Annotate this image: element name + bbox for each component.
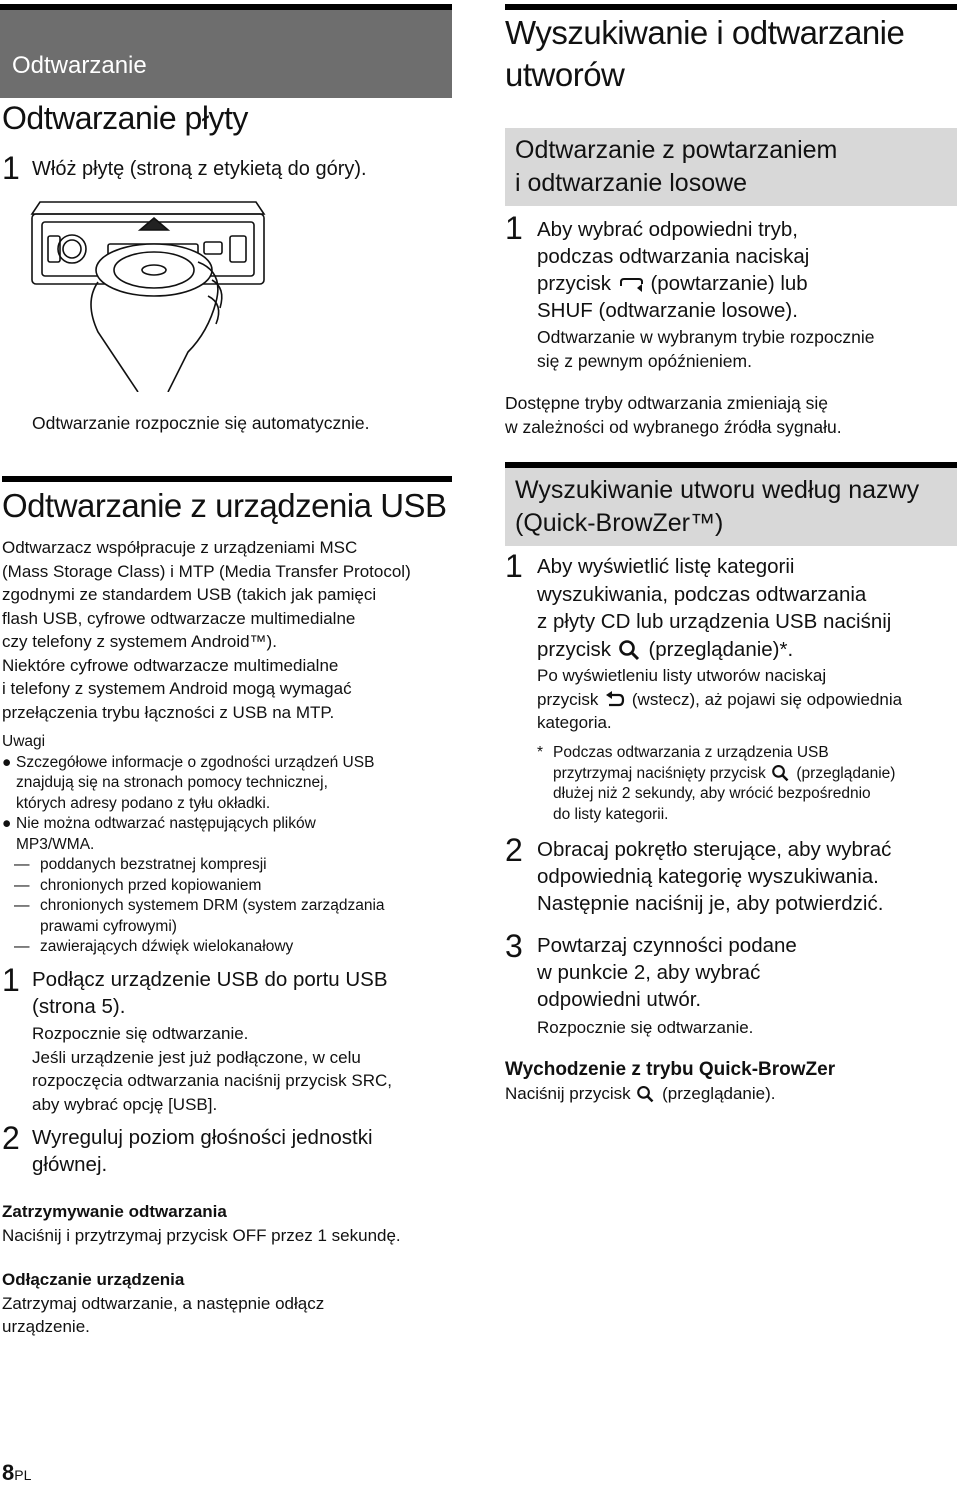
text-line: zgodnymi ze standardem USB (takich jak pamięci (2, 585, 377, 604)
text-line: poddanych bezstratnej kompresji (40, 856, 267, 873)
step-number: 1 (2, 962, 20, 998)
text-fragment: (przeglądanie)*. (648, 637, 794, 661)
repeat-step1 (537, 216, 957, 324)
notes-block (2, 732, 452, 958)
search-icon (770, 764, 792, 782)
qb-step2 (537, 836, 957, 917)
text-line: Rozpocznie się odtwarzanie. (32, 1024, 249, 1043)
dash-icon: — (14, 938, 30, 955)
heading-line: Odtwarzanie z powtarzaniem (515, 136, 838, 164)
text-line: urządzenie. (2, 1317, 90, 1336)
text-line: się z pewnym opóźnieniem. (537, 350, 752, 371)
heading-line: Wyszukiwanie i odtwarzanie (505, 14, 905, 51)
text-fragment: przycisk (537, 637, 612, 661)
text-line: odpowiedni utwór. (537, 988, 702, 1011)
usb-step1-desc (32, 1022, 452, 1116)
heading-line: utworów (505, 56, 625, 93)
text-line: w punkcie 2, aby wybrać (537, 961, 761, 984)
section-rule (505, 4, 957, 10)
exit-block (505, 1058, 957, 1105)
usb-step1 (32, 966, 452, 1020)
usb-step2 (32, 1124, 452, 1178)
text-line: podczas odtwarzania naciskaj (537, 245, 810, 268)
text-line: w zależności od wybranego źródła sygnału. (505, 416, 842, 437)
dash-icon: — (14, 876, 30, 894)
search-heading (505, 12, 957, 96)
text-line: zawierających dźwięk wielokanałowy (40, 938, 294, 955)
text-line (537, 688, 960, 712)
text-line: MP3/WMA. (16, 835, 95, 853)
qb-footnote (537, 743, 960, 825)
dash-icon: — (14, 897, 30, 914)
text-line: czy telefony z systemem Android™). (2, 632, 277, 651)
step-number: 1 (505, 210, 523, 246)
step-number: 2 (505, 832, 523, 868)
text-line: Aby wyświetlić listę kategorii (537, 555, 795, 578)
text-fragment: (powtarzanie) lub (650, 272, 808, 295)
repeat-shuffle-header (505, 128, 957, 206)
text-line: odpowiednią kategorię wyszukiwania. (537, 865, 879, 888)
text-fragment: Naciśnij przycisk (505, 1083, 631, 1103)
subsection-title: Wychodzenie z trybu Quick-BrowZer (505, 1059, 836, 1080)
text-line: flash USB, cyfrowe odtwarzacze multimedialne (2, 608, 356, 628)
text-line: Naciśnij i przytrzymaj przycisk OFF przez 1 sekundę. (2, 1225, 401, 1245)
step-number: 1 (505, 548, 523, 584)
text-line: Niektóre cyfrowe odtwarzacze multimedialne (2, 655, 339, 675)
text-line: (Mass Storage Class) i MTP (Media Transfer Protocol) (2, 561, 411, 581)
auto-play-note: Odtwarzanie rozpocznie się automatycznie. (32, 413, 370, 433)
bullet-icon: ● (2, 753, 12, 771)
footnote-mark: * (537, 744, 544, 761)
text-line: Po wyświetleniu listy utworów naciskaj (537, 666, 827, 685)
section-rule (2, 476, 452, 482)
subsection-title: Odłączanie urządzenia (2, 1270, 185, 1289)
text-line: SHUF (odtwarzanie losowe). (537, 299, 798, 322)
note-item (2, 814, 452, 855)
text-fragment: przycisk (537, 689, 599, 709)
text-fragment: przycisk (537, 272, 612, 295)
text-fragment: (wstecz), aż pojawi się odpowiednia (631, 689, 903, 709)
step-number: 1 (2, 150, 20, 186)
text-fragment: przytrzymaj naciśnięty przycisk (553, 764, 766, 782)
text-line: Odtwarzanie w wybranym trybie rozpocznie (537, 327, 875, 347)
qb-step1 (537, 553, 957, 663)
text-fragment: (przeglądanie). (662, 1083, 776, 1103)
heading-line: i odtwarzanie losowe (515, 169, 748, 197)
text-line: Następnie naciśnij je, aby potwierdzić. (537, 892, 884, 915)
subsection-title: Zatrzymywanie odtwarzania (2, 1202, 227, 1221)
page-number (2, 1460, 31, 1486)
text-line (505, 1082, 957, 1106)
section-label: Odtwarzanie (12, 52, 147, 79)
text-line: Obracaj pokrętło sterujące, aby wybrać (537, 838, 892, 861)
usb-heading (2, 486, 447, 526)
text-line: Wyreguluj poziom głośności jednostki (32, 1126, 373, 1149)
repeat-note (505, 392, 957, 439)
text-line: znajdują się na stronach pomocy technicznej, (16, 774, 328, 791)
disc-insert-icon (28, 192, 268, 392)
dash-icon: — (14, 856, 30, 873)
dash-item (2, 876, 452, 897)
dash-item (2, 937, 452, 958)
repeat-icon (617, 276, 645, 294)
text-line: Zatrzymaj odtwarzanie, a następnie odłącz (2, 1293, 325, 1313)
usb-title: Odtwarzanie z urządzenia USB (2, 487, 447, 524)
text-line: aby wybrać opcję [USB]. (32, 1094, 218, 1114)
text-line: Nie można odtwarzać następujących plików (16, 815, 316, 832)
text-line: rozpoczęcia odtwarzania naciśnij przycisk SRC, (32, 1071, 392, 1090)
search-icon (635, 1085, 657, 1103)
repeat-desc (537, 326, 957, 373)
text-line: Podczas odtwarzania z urządzenia USB (553, 744, 829, 761)
text-line: kategoria. (537, 713, 612, 732)
step-text: Włóż płytę (stroną z etykietą do góry). (32, 158, 367, 180)
text-line: których adresy podano z tyłu okładki. (16, 794, 271, 812)
search-icon (617, 639, 643, 661)
page-lang: PL (14, 1467, 32, 1483)
back-icon (603, 691, 627, 709)
dash-item (2, 896, 452, 937)
text-line: Powtarzaj czynności podane (537, 934, 797, 957)
text-line: i telefony z systemem Android mogą wymagać (2, 679, 352, 698)
step-number: 2 (2, 1120, 20, 1156)
notes-title: Uwagi (2, 733, 46, 750)
stop-block (2, 1200, 460, 1247)
text-line (537, 636, 957, 664)
heading-line: Wyszukiwanie utworu według nazwy (515, 476, 920, 504)
text-line: Podłącz urządzenie USB do portu USB (32, 968, 388, 991)
qb-step1-desc (537, 664, 960, 735)
qb-step3 (537, 932, 957, 1013)
page-title: Odtwarzanie płyty (2, 100, 248, 136)
text-line: Jeśli urządzenie jest już podłączone, w celu (32, 1047, 361, 1067)
usb-intro (2, 536, 452, 724)
text-line: przełączenia trybu łączności z USB na MTP. (2, 702, 335, 722)
text-line: chronionych systemem DRM (system zarządzania (40, 897, 385, 914)
text-line: Szczegółowe informacje o zgodności urządzeń USB (16, 753, 375, 771)
heading-line: (Quick-BrowZer™) (515, 509, 724, 537)
disc-heading (2, 98, 452, 138)
text-line (553, 764, 960, 785)
qb-step3-desc: Rozpocznie się odtwarzanie. (537, 1018, 754, 1037)
quickbrowzer-header (505, 468, 957, 546)
text-line: głównej. (32, 1153, 108, 1176)
text-line: chronionych przed kopiowaniem (40, 876, 262, 894)
page-num: 8 (2, 1460, 15, 1485)
text-fragment: (przeglądanie) (796, 764, 896, 782)
text-line: prawami cyfrowymi) (40, 917, 177, 935)
note-item (2, 753, 452, 815)
text-line: do listy kategorii. (553, 805, 669, 823)
text-line: Dostępne tryby odtwarzania zmieniają się (505, 393, 828, 413)
text-line: Aby wybrać odpowiedni tryb, (537, 218, 798, 241)
section-header-bar (0, 4, 452, 98)
bullet-icon: ● (2, 815, 12, 832)
text-line: Odtwarzacz współpracuje z urządzeniami MSC (2, 538, 358, 557)
text-line: (strona 5). (32, 995, 126, 1018)
text-line: wyszukiwania, podczas odtwarzania (537, 582, 867, 606)
disconnect-block (2, 1268, 452, 1339)
text-line: z płyty CD lub urządzenia USB naciśnij (537, 610, 892, 633)
step-number: 3 (505, 928, 523, 964)
text-line (537, 270, 957, 297)
dash-item (2, 855, 452, 876)
text-line: dłużej niż 2 sekundy, aby wrócić bezpośrednio (553, 785, 871, 802)
disc-insert-illustration (28, 192, 268, 397)
